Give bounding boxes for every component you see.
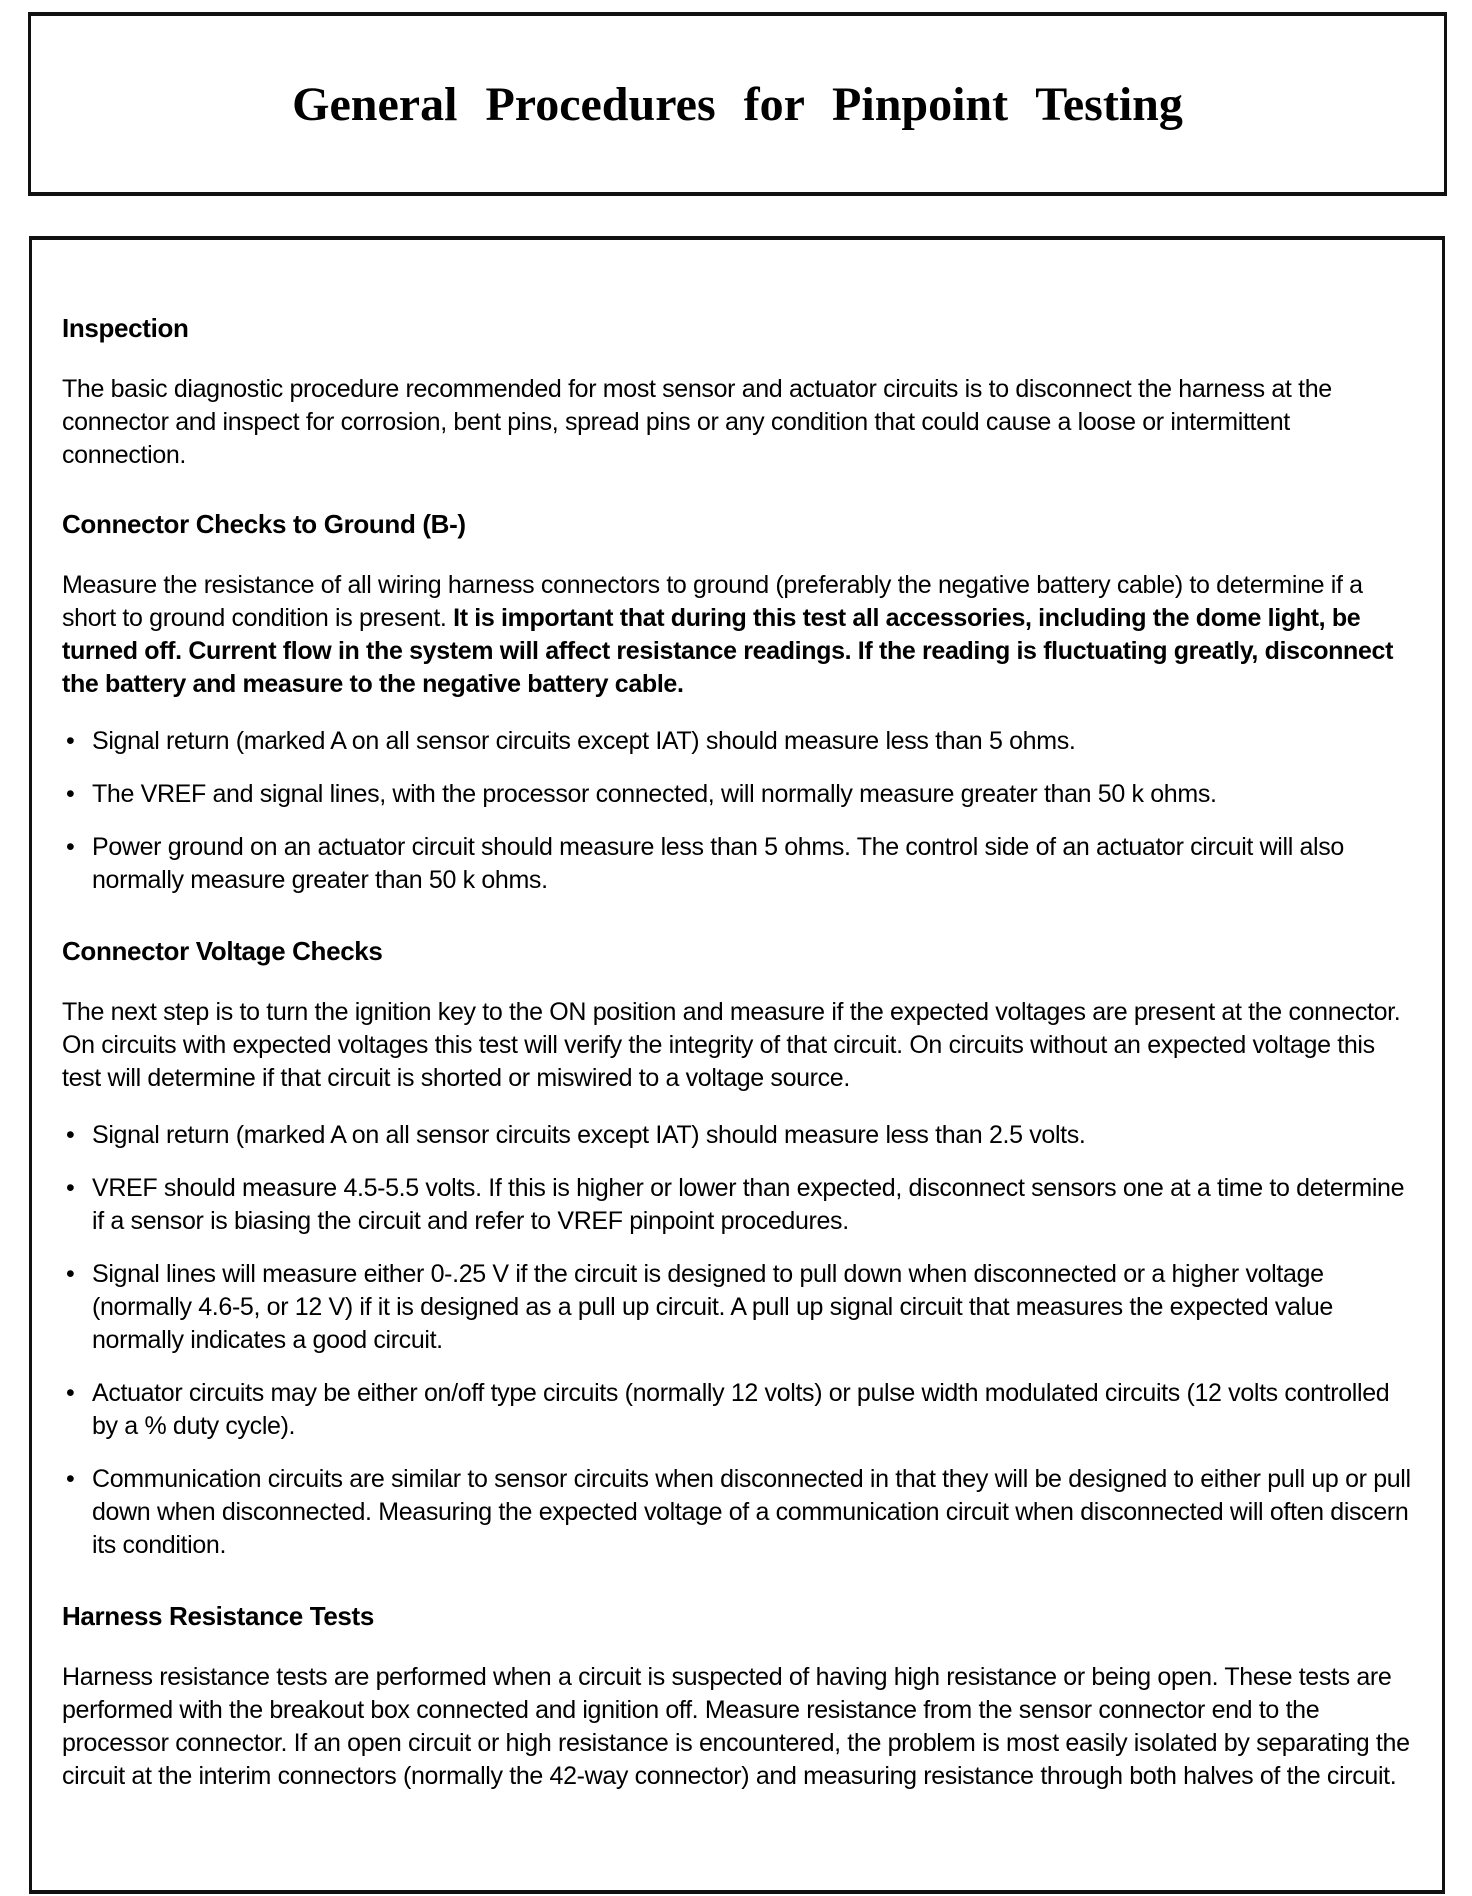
list-item-text: VREF should measure 4.5-5.5 volts. If this is higher or lower than expected, disconnect sensors one at a time to determine if a sensor is biasing the circuit and refer to VREF pinpoint procedures.	[92, 1174, 1405, 1235]
bullet-icon: •	[66, 1465, 75, 1493]
section-connector-checks-ground	[62, 508, 1417, 897]
bullet-icon: •	[66, 1121, 75, 1149]
section-paragraph: The basic diagnostic procedure recommended for most sensor and actuator circuits is to disconnect the harness at the connector and inspect for corrosion, bent pins, spread pins or any condition that could cause a loose or intermittent connection.	[62, 375, 1332, 469]
list-item-text: Signal lines will measure either 0-.25 V if the circuit is designed to pull down when disconnected or a higher voltage (normally 4.6-5, or 12 V) if it is designed as a pull up circuit. A pull up signal circuit that measures the expected value normally indicates a good circuit.	[92, 1260, 1333, 1354]
list-item	[62, 1377, 1417, 1443]
list-item	[62, 725, 1417, 758]
bullet-icon: •	[66, 1174, 75, 1202]
paragraph-text: Measure the resistance of all wiring harness connectors to ground (preferably the negative battery cable) to determine if a short to ground condition is present.	[62, 571, 1363, 632]
section-paragraph: Harness resistance tests are performed when a circuit is suspected of having high resistance or being open. These tests are performed with the breakout box connected and ignition off. Measure resistance from the sensor connector end to the processor connector. If an open circuit or high resistance is encountered, the problem is most easily isolated by separating the circuit at the interim connectors (normally the 42-way connector) and measuring resistance through both halves of the circuit.	[62, 1663, 1410, 1790]
page-title: General Procedures for Pinpoint Testing	[292, 77, 1183, 131]
section-heading: Connector Voltage Checks	[62, 936, 383, 966]
list-item	[62, 1172, 1417, 1238]
section-inspection	[62, 312, 1417, 472]
bullet-icon: •	[66, 727, 75, 755]
bullet-icon: •	[66, 833, 75, 861]
title-box	[28, 12, 1447, 196]
list-item-text: Power ground on an actuator circuit should measure less than 5 ohms. The control side of an actuator circuit will also normally measure greater than 50 k ohms.	[92, 833, 1344, 894]
section-heading: Connector Checks to Ground (B-)	[62, 509, 466, 539]
list-item	[62, 1463, 1417, 1562]
content-box	[29, 236, 1445, 1894]
section-connector-voltage-checks	[62, 935, 1417, 1562]
bullet-list	[62, 725, 1417, 897]
bullet-icon: •	[66, 1260, 75, 1288]
list-item	[62, 1258, 1417, 1357]
paragraph-warning: It is important that during this test all accessories, including the dome light, be turned off. Current flow in the system will affect resistance readings. If the reading is fluctuating greatly, disconnect the battery and measure to the negative battery cable.	[62, 604, 1394, 698]
list-item-text: The VREF and signal lines, with the processor connected, will normally measure greater than 50 k ohms.	[92, 780, 1217, 808]
section-paragraph: The next step is to turn the ignition key to the ON position and measure if the expected voltages are present at the connector. On circuits with expected voltages this test will verify the integrity of that circuit. On circuits without an expected voltage this test will determine if that circuit is shorted or miswired to a voltage source.	[62, 998, 1401, 1092]
content	[62, 312, 1417, 1829]
list-item	[62, 1119, 1417, 1152]
section-paragraph	[62, 569, 1417, 701]
list-item-text: Signal return (marked A on all sensor circuits except IAT) should measure less than 2.5 volts.	[92, 1121, 1086, 1149]
section-heading: Harness Resistance Tests	[62, 1601, 374, 1631]
section-heading: Inspection	[62, 313, 189, 343]
list-item-text: Actuator circuits may be either on/off type circuits (normally 12 volts) or pulse width modulated circuits (12 volts controlled by a % duty cycle).	[92, 1379, 1390, 1440]
list-item-text: Signal return (marked A on all sensor circuits except IAT) should measure less than 5 ohms.	[92, 727, 1076, 755]
bullet-icon: •	[66, 780, 75, 808]
list-item	[62, 831, 1417, 897]
list-item	[62, 778, 1417, 811]
bullet-icon: •	[66, 1379, 75, 1407]
section-harness-resistance-tests	[62, 1600, 1417, 1793]
bullet-list	[62, 1119, 1417, 1562]
list-item-text: Communication circuits are similar to sensor circuits when disconnected in that they will be designed to either pull up or pull down when disconnected. Measuring the expected voltage of a communication circuit when disconnected will often discern its condition.	[92, 1465, 1411, 1559]
